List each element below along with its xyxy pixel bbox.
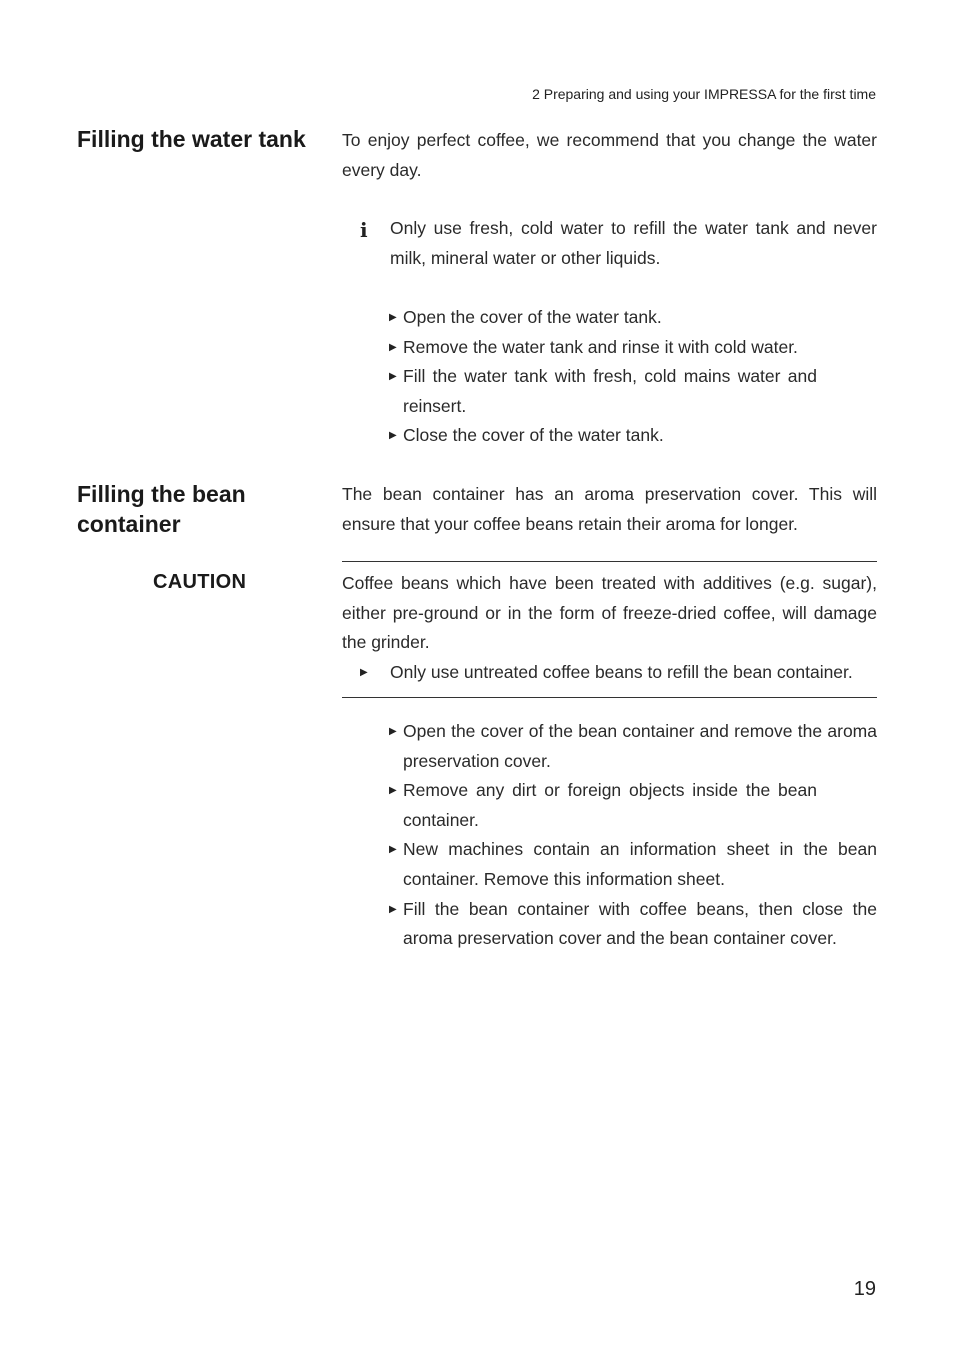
list-item: ▶ Open the cover of the water tank. <box>389 303 877 333</box>
list-item: ▶ New machines contain an information sheet in the bean container. Remove this information sheet. <box>389 835 877 894</box>
caution-action-text: Only use untreated coffee beans to refill the bean container. <box>390 662 853 682</box>
list-item: ▶ Remove the water tank and rinse it with cold water. <box>389 333 877 363</box>
beans-intro-paragraph: The bean container has an aroma preservation cover. This will ensure that your coffee beans retain their aroma for longer. <box>342 484 877 534</box>
water-steps-list <box>389 303 877 451</box>
list-item: ▶ Close the cover of the water tank. <box>389 421 877 451</box>
page-number: 19 <box>853 1278 876 1300</box>
caution-bottom-divider <box>342 697 877 698</box>
water-info-note <box>342 214 877 273</box>
arrow-right-icon: ▶ <box>389 371 397 383</box>
arrow-right-icon: ▶ <box>389 844 397 856</box>
caution-label: CAUTION <box>153 571 247 593</box>
caution-top-divider <box>342 561 877 562</box>
arrow-right-icon: ▶ <box>389 312 397 323</box>
water-intro-paragraph: To enjoy perfect coffee, we recommend that you change the water every day. <box>342 130 877 180</box>
water-info-text: Only use fresh, cold water to refill the water tank and never milk, mineral water or other liquids. <box>390 218 877 268</box>
heading-filling-bean-container: Filling the bean container <box>77 481 246 537</box>
arrow-right-icon: ▶ <box>389 726 397 737</box>
running-header: 2 Preparing and using your IMPRESSA for the first time <box>532 86 876 102</box>
list-item: ▶ Remove any dirt or foreign objects inside the bean container. <box>389 776 877 835</box>
caution-text: Coffee beans which have been treated with additives (e.g. sugar), either pre-ground or in the form of freeze-dried coffee, will damage the grinder. <box>342 573 877 653</box>
arrow-right-icon: ▶ <box>389 903 397 915</box>
caution-action <box>342 658 877 688</box>
heading-filling-water-tank: Filling the water tank <box>77 126 306 152</box>
arrow-right-icon: ▶ <box>389 430 397 442</box>
arrow-right-icon: ▶ <box>389 785 397 797</box>
arrow-right-icon: ▶ <box>360 667 368 678</box>
list-item: ▶ Fill the bean container with coffee beans, then close the aroma preservation cover and the bean container cover. <box>389 895 877 954</box>
list-item: ▶ Open the cover of the bean container and remove the aroma preservation cover. <box>389 717 877 776</box>
beans-steps-list <box>389 717 877 954</box>
info-icon: i <box>360 218 368 242</box>
arrow-right-icon: ▶ <box>389 341 397 353</box>
list-item: ▶ Fill the water tank with fresh, cold mains water and reinsert. <box>389 362 877 421</box>
